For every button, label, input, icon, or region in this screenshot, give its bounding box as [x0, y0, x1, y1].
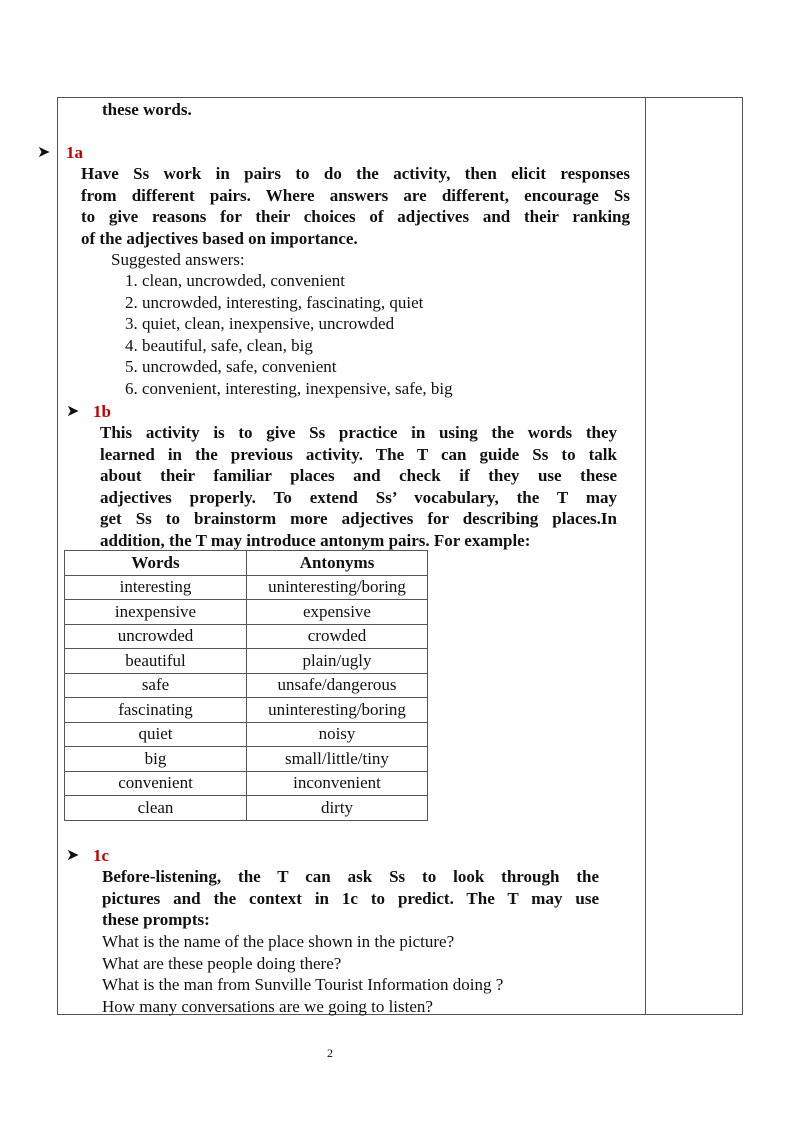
word-cell: uncrowded: [65, 624, 247, 649]
page-number: 2: [327, 1046, 333, 1060]
prompt-line: What are these people doing there?: [102, 953, 342, 973]
paragraph-line: learned in the previous activity. The T can guide Ss to talk: [100, 444, 617, 464]
suggested-answer-item: 2. uncrowded, interesting, fascinating, quiet: [142, 292, 453, 314]
column-divider: [645, 97, 646, 1015]
antonym-cell: dirty: [247, 796, 428, 821]
table-row: [65, 624, 428, 649]
antonym-cell: noisy: [247, 722, 428, 747]
paragraph-line: addition, the T may introduce antonym pairs. For example:: [100, 530, 531, 550]
word-cell: big: [65, 747, 247, 772]
header-words: Words: [65, 551, 247, 576]
bullet-arrow-icon: ➤: [66, 847, 80, 864]
antonym-cell: small/little/tiny: [247, 747, 428, 772]
intro-line: these words.: [102, 100, 192, 119]
antonym-cell: uninteresting/boring: [247, 698, 428, 723]
word-cell: inexpensive: [65, 600, 247, 625]
paragraph-line: to give reasons for their choices of adjectives and their ranking: [81, 207, 630, 227]
paragraph-line: pictures and the context in 1c to predict. The T may use: [102, 888, 599, 908]
antonym-table: [64, 550, 428, 821]
antonym-cell: inconvenient: [247, 771, 428, 796]
table-row: [65, 600, 428, 625]
antonym-cell: plain/ugly: [247, 649, 428, 674]
table-row: [65, 649, 428, 674]
table-row: [65, 722, 428, 747]
word-cell: clean: [65, 796, 247, 821]
section-1a-label: 1a: [66, 143, 83, 162]
suggested-answers-list: [120, 270, 453, 400]
paragraph-line: from different pairs. Where answers are different, encourage Ss: [81, 185, 630, 205]
word-cell: quiet: [65, 722, 247, 747]
suggested-answer-item: 1. clean, uncrowded, convenient: [142, 270, 453, 292]
table-row: [65, 747, 428, 772]
prompt-line: What is the man from Sunville Tourist Information doing ?: [102, 975, 504, 995]
word-cell: interesting: [65, 575, 247, 600]
word-cell: convenient: [65, 771, 247, 796]
bullet-arrow-icon: ➤: [66, 403, 80, 420]
antonym-cell: crowded: [247, 624, 428, 649]
section-1b-label: 1b: [93, 402, 111, 421]
word-cell: fascinating: [65, 698, 247, 723]
prompt-line: How many conversations are we going to listen?: [102, 996, 433, 1016]
suggested-answer-item: 5. uncrowded, safe, convenient: [142, 356, 453, 378]
suggested-answer-item: 3. quiet, clean, inexpensive, uncrowded: [142, 313, 453, 335]
antonym-cell: expensive: [247, 600, 428, 625]
table-row: [65, 673, 428, 698]
paragraph-line: get Ss to brainstorm more adjectives for describing places.In: [100, 509, 617, 529]
table-row: [65, 771, 428, 796]
paragraph-line: these prompts:: [102, 910, 210, 930]
word-cell: safe: [65, 673, 247, 698]
table-row: [65, 575, 428, 600]
paragraph-line: This activity is to give Ss practice in using the words they: [100, 423, 617, 442]
table-row: [65, 698, 428, 723]
paragraph-line: Before-listening, the T can ask Ss to look through the: [102, 867, 599, 886]
suggested-answer-item: 4. beautiful, safe, clean, big: [142, 335, 453, 357]
section-1c-paragraph: [102, 866, 599, 931]
suggested-answer-item: 6. convenient, interesting, inexpensive, safe, big: [142, 378, 453, 400]
header-antonyms: Antonyms: [247, 551, 428, 576]
antonym-cell: uninteresting/boring: [247, 575, 428, 600]
prompt-line: What is the name of the place shown in the picture?: [102, 932, 455, 951]
word-cell: beautiful: [65, 649, 247, 674]
paragraph-line: Have Ss work in pairs to do the activity, then elicit responses: [81, 164, 630, 183]
prompt-list: [102, 931, 503, 1017]
paragraph-line: of the adjectives based on importance.: [81, 228, 358, 248]
table-row: [65, 796, 428, 821]
antonym-cell: unsafe/dangerous: [247, 673, 428, 698]
bullet-arrow-icon: ➤: [37, 144, 51, 161]
paragraph-line: adjectives properly. To extend Ss’ vocabulary, the T may: [100, 487, 617, 507]
section-1b-paragraph: [100, 422, 617, 552]
section-1a-paragraph: [81, 163, 630, 249]
antonym-table-header: [65, 551, 428, 576]
section-1c-label: 1c: [93, 846, 110, 865]
paragraph-line: about their familiar places and check if they use these: [100, 466, 617, 486]
suggested-answers-label: Suggested answers:: [111, 250, 245, 269]
